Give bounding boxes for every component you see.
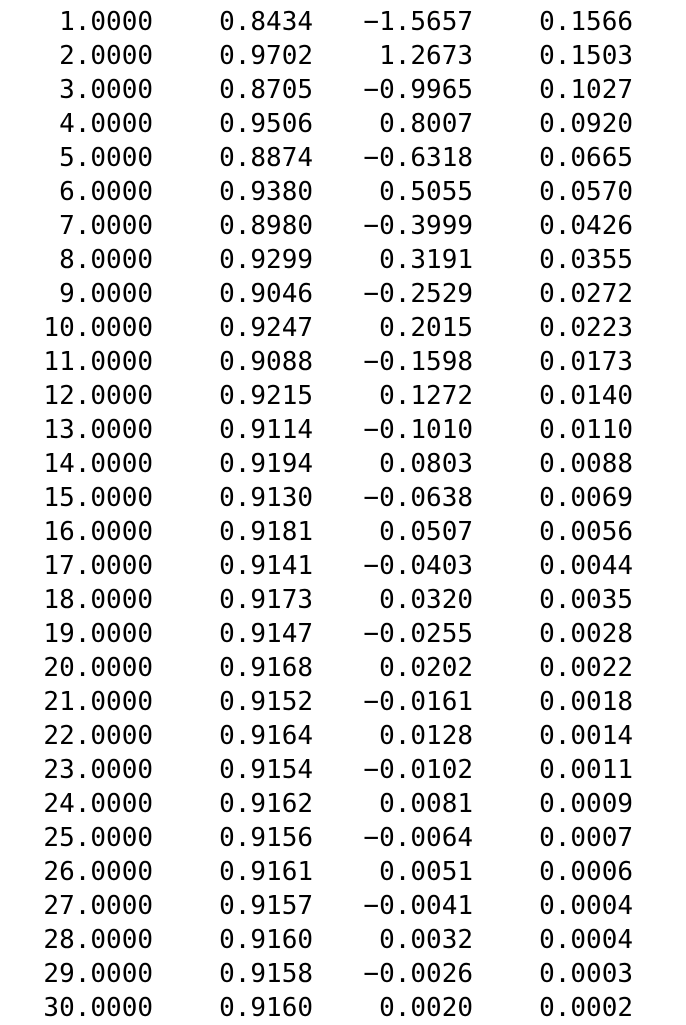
delta-cell: 0.3191 <box>379 245 473 275</box>
iteration-cell: 5.0000 <box>59 143 153 173</box>
error-cell: 0.0006 <box>539 857 633 887</box>
iteration-cell: 4.0000 <box>59 109 153 139</box>
table-row <box>0 651 686 685</box>
delta-cell: 0.8007 <box>379 109 473 139</box>
value-cell: 0.9114 <box>219 415 313 445</box>
value-cell: 0.9299 <box>219 245 313 275</box>
iteration-cell: 27.0000 <box>43 891 153 921</box>
table-row <box>0 549 686 583</box>
table-row <box>0 889 686 923</box>
iteration-cell: 15.0000 <box>43 483 153 513</box>
value-cell: 0.9506 <box>219 109 313 139</box>
value-cell: 0.9161 <box>219 857 313 887</box>
delta-cell: 0.2015 <box>379 313 473 343</box>
iteration-cell: 11.0000 <box>43 347 153 377</box>
delta-cell: −1.5657 <box>363 7 473 37</box>
table-row <box>0 821 686 855</box>
iteration-cell: 3.0000 <box>59 75 153 105</box>
value-cell: 0.9157 <box>219 891 313 921</box>
delta-cell: −0.0638 <box>363 483 473 513</box>
iteration-cell: 21.0000 <box>43 687 153 717</box>
error-cell: 0.0044 <box>539 551 633 581</box>
error-cell: 0.0069 <box>539 483 633 513</box>
value-cell: 0.9702 <box>219 41 313 71</box>
delta-cell: −0.0161 <box>363 687 473 717</box>
error-cell: 0.0110 <box>539 415 633 445</box>
error-cell: 0.1503 <box>539 41 633 71</box>
table-row <box>0 855 686 889</box>
iteration-cell: 23.0000 <box>43 755 153 785</box>
error-cell: 0.0223 <box>539 313 633 343</box>
delta-cell: −0.1598 <box>363 347 473 377</box>
error-cell: 0.0009 <box>539 789 633 819</box>
iteration-cell: 29.0000 <box>43 959 153 989</box>
table-row <box>0 481 686 515</box>
value-cell: 0.9247 <box>219 313 313 343</box>
value-cell: 0.9194 <box>219 449 313 479</box>
table-row <box>0 379 686 413</box>
table-row <box>0 719 686 753</box>
iteration-cell: 22.0000 <box>43 721 153 751</box>
table-row <box>0 583 686 617</box>
table-row <box>0 923 686 957</box>
iteration-cell: 19.0000 <box>43 619 153 649</box>
value-cell: 0.9160 <box>219 993 313 1023</box>
value-cell: 0.9160 <box>219 925 313 955</box>
delta-cell: 0.0803 <box>379 449 473 479</box>
iteration-cell: 30.0000 <box>43 993 153 1023</box>
value-cell: 0.8705 <box>219 75 313 105</box>
error-cell: 0.0022 <box>539 653 633 683</box>
delta-cell: 0.0128 <box>379 721 473 751</box>
delta-cell: 0.5055 <box>379 177 473 207</box>
error-cell: 0.0011 <box>539 755 633 785</box>
delta-cell: −0.0041 <box>363 891 473 921</box>
table-row <box>0 787 686 821</box>
error-cell: 0.0004 <box>539 891 633 921</box>
error-cell: 0.0002 <box>539 993 633 1023</box>
table-row <box>0 311 686 345</box>
delta-cell: 0.0051 <box>379 857 473 887</box>
value-cell: 0.9130 <box>219 483 313 513</box>
error-cell: 0.0028 <box>539 619 633 649</box>
delta-cell: −0.2529 <box>363 279 473 309</box>
table-row <box>0 209 686 243</box>
delta-cell: 0.0081 <box>379 789 473 819</box>
delta-cell: 0.0032 <box>379 925 473 955</box>
value-cell: 0.9088 <box>219 347 313 377</box>
delta-cell: 0.0020 <box>379 993 473 1023</box>
table-row <box>0 753 686 787</box>
value-cell: 0.9141 <box>219 551 313 581</box>
table-row <box>0 413 686 447</box>
delta-cell: −0.0026 <box>363 959 473 989</box>
iteration-cell: 25.0000 <box>43 823 153 853</box>
value-cell: 0.9162 <box>219 789 313 819</box>
error-cell: 0.0018 <box>539 687 633 717</box>
table-row <box>0 175 686 209</box>
iteration-cell: 17.0000 <box>43 551 153 581</box>
error-cell: 0.0140 <box>539 381 633 411</box>
error-cell: 0.0920 <box>539 109 633 139</box>
iteration-cell: 2.0000 <box>59 41 153 71</box>
error-cell: 0.0665 <box>539 143 633 173</box>
delta-cell: 0.1272 <box>379 381 473 411</box>
error-cell: 0.0570 <box>539 177 633 207</box>
value-cell: 0.9156 <box>219 823 313 853</box>
error-cell: 0.0007 <box>539 823 633 853</box>
iteration-cell: 26.0000 <box>43 857 153 887</box>
value-cell: 0.8434 <box>219 7 313 37</box>
error-cell: 0.1566 <box>539 7 633 37</box>
table-row <box>0 991 686 1025</box>
error-cell: 0.0426 <box>539 211 633 241</box>
delta-cell: 0.0320 <box>379 585 473 615</box>
table-row <box>0 39 686 73</box>
error-cell: 0.0173 <box>539 347 633 377</box>
table-row <box>0 107 686 141</box>
iteration-cell: 10.0000 <box>43 313 153 343</box>
iteration-cell: 7.0000 <box>59 211 153 241</box>
value-cell: 0.9147 <box>219 619 313 649</box>
value-cell: 0.9154 <box>219 755 313 785</box>
value-cell: 0.9158 <box>219 959 313 989</box>
error-cell: 0.0004 <box>539 925 633 955</box>
table-row <box>0 515 686 549</box>
table-row <box>0 617 686 651</box>
table-row <box>0 957 686 991</box>
iteration-cell: 1.0000 <box>59 7 153 37</box>
delta-cell: 0.0507 <box>379 517 473 547</box>
delta-cell: −0.9965 <box>363 75 473 105</box>
value-cell: 0.9173 <box>219 585 313 615</box>
delta-cell: −0.0403 <box>363 551 473 581</box>
table-row <box>0 345 686 379</box>
table-row <box>0 5 686 39</box>
delta-cell: −0.6318 <box>363 143 473 173</box>
delta-cell: −0.1010 <box>363 415 473 445</box>
value-cell: 0.9168 <box>219 653 313 683</box>
delta-cell: −0.0255 <box>363 619 473 649</box>
delta-cell: 0.0202 <box>379 653 473 683</box>
table-row <box>0 141 686 175</box>
numeric-output-table <box>0 5 686 1025</box>
value-cell: 0.9152 <box>219 687 313 717</box>
error-cell: 0.0272 <box>539 279 633 309</box>
value-cell: 0.9046 <box>219 279 313 309</box>
table-row <box>0 73 686 107</box>
value-cell: 0.9215 <box>219 381 313 411</box>
error-cell: 0.1027 <box>539 75 633 105</box>
iteration-cell: 18.0000 <box>43 585 153 615</box>
iteration-cell: 12.0000 <box>43 381 153 411</box>
iteration-cell: 9.0000 <box>59 279 153 309</box>
iteration-cell: 20.0000 <box>43 653 153 683</box>
iteration-cell: 24.0000 <box>43 789 153 819</box>
value-cell: 0.9181 <box>219 517 313 547</box>
table-row <box>0 277 686 311</box>
iteration-cell: 28.0000 <box>43 925 153 955</box>
error-cell: 0.0056 <box>539 517 633 547</box>
table-row <box>0 685 686 719</box>
iteration-cell: 13.0000 <box>43 415 153 445</box>
value-cell: 0.8874 <box>219 143 313 173</box>
delta-cell: −0.0064 <box>363 823 473 853</box>
delta-cell: −0.3999 <box>363 211 473 241</box>
error-cell: 0.0035 <box>539 585 633 615</box>
error-cell: 0.0014 <box>539 721 633 751</box>
value-cell: 0.9164 <box>219 721 313 751</box>
iteration-cell: 16.0000 <box>43 517 153 547</box>
delta-cell: −0.0102 <box>363 755 473 785</box>
value-cell: 0.9380 <box>219 177 313 207</box>
iteration-cell: 14.0000 <box>43 449 153 479</box>
value-cell: 0.8980 <box>219 211 313 241</box>
error-cell: 0.0088 <box>539 449 633 479</box>
iteration-cell: 8.0000 <box>59 245 153 275</box>
error-cell: 0.0355 <box>539 245 633 275</box>
table-row <box>0 447 686 481</box>
table-row <box>0 243 686 277</box>
error-cell: 0.0003 <box>539 959 633 989</box>
iteration-cell: 6.0000 <box>59 177 153 207</box>
delta-cell: 1.2673 <box>379 41 473 71</box>
